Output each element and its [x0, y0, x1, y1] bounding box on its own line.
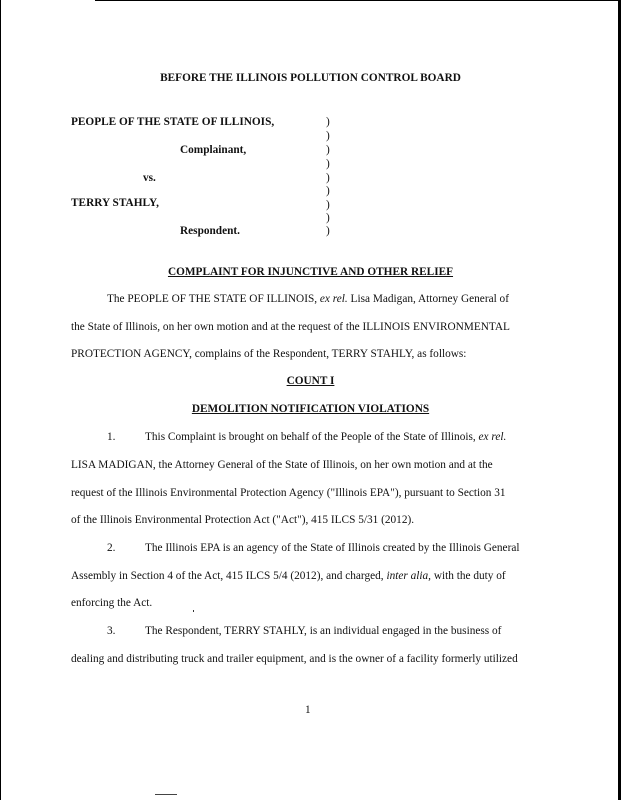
- paragraph-number: 2.: [107, 542, 116, 554]
- caption-bracket: ): [326, 212, 330, 224]
- page-edge-left: [0, 0, 1, 800]
- p1-text: This Complaint is brought on behalf of the People of the State of Illinois,: [145, 431, 476, 443]
- caption-bracket: ): [326, 116, 330, 128]
- p2-line-1: The Illinois EPA is an agency of the State of Illinois created by the Illinois General: [145, 542, 520, 554]
- versus-label: vs.: [143, 172, 156, 184]
- p1-line-3: request of the Illinois Environmental Protection Agency ("Illinois EPA"), pursuant to Section 31: [71, 487, 506, 499]
- intro-line-2: the State of Illinois, on her own motion and at the request of the ILLINOIS ENVIRONMENTAL: [71, 321, 510, 333]
- caption-bracket: ): [326, 185, 330, 197]
- p3-line-2: dealing and distributing truck and trailer equipment, and is the owner of a facility formerly utilized: [71, 653, 518, 665]
- caption-bracket: ): [326, 144, 330, 156]
- count-label: COUNT I: [286, 375, 335, 387]
- caption-bracket: ): [326, 225, 330, 237]
- p3-line-1: The Respondent, TERRY STAHLY, is an individual engaged in the business of: [145, 625, 502, 637]
- intro-text: The PEOPLE OF THE STATE OF ILLINOIS,: [107, 293, 318, 305]
- scan-speck: [193, 610, 194, 612]
- p2-text: with the duty of: [433, 570, 506, 582]
- p2-text: Assembly in Section 4 of the Act, 415 ILCS 5/4 (2012), and charged,: [71, 570, 384, 582]
- intro-italic: ex rel.: [319, 293, 348, 305]
- caption-bracket: ): [326, 130, 330, 142]
- defendant-role: Respondent.: [180, 225, 240, 237]
- caption-bracket: ): [326, 158, 330, 170]
- p1-line-2: LISA MADIGAN, the Attorney General of the State of Illinois, on her own motion and at the: [71, 459, 493, 471]
- scan-speck: [155, 794, 177, 795]
- p2-italic: inter alia,: [386, 570, 431, 582]
- paragraph-number: 3.: [107, 625, 116, 637]
- page-number: 1: [305, 704, 311, 716]
- intro-line-1: [107, 292, 509, 306]
- complaint-title: COMPLAINT FOR INJUNCTIVE AND OTHER RELIEF: [167, 266, 454, 278]
- paragraph-number: 1.: [107, 431, 116, 443]
- intro-text: Lisa Madigan, Attorney General of: [350, 293, 509, 305]
- p2-line-3: enforcing the Act.: [71, 597, 153, 609]
- caption-bracket: ): [326, 199, 330, 211]
- p1-line-1: [145, 430, 506, 444]
- page-edge-top: [95, 0, 621, 1]
- caption-bracket: ): [326, 172, 330, 184]
- board-title: BEFORE THE ILLINOIS POLLUTION CONTROL BOARD: [160, 72, 461, 84]
- count-title: DEMOLITION NOTIFICATION VIOLATIONS: [191, 403, 430, 415]
- plaintiff-name: PEOPLE OF THE STATE OF ILLINOIS,: [71, 116, 275, 128]
- plaintiff-role: Complainant,: [180, 144, 247, 156]
- p1-italic: ex rel.: [478, 431, 507, 443]
- p1-line-4: of the Illinois Environmental Protection Act ("Act"), 415 ILCS 5/31 (2012).: [71, 514, 415, 526]
- intro-line-3: PROTECTION AGENCY, complains of the Respondent, TERRY STAHLY, as follows:: [71, 348, 467, 360]
- defendant-name: TERRY STAHLY,: [71, 197, 159, 209]
- p2-line-2: [71, 569, 506, 583]
